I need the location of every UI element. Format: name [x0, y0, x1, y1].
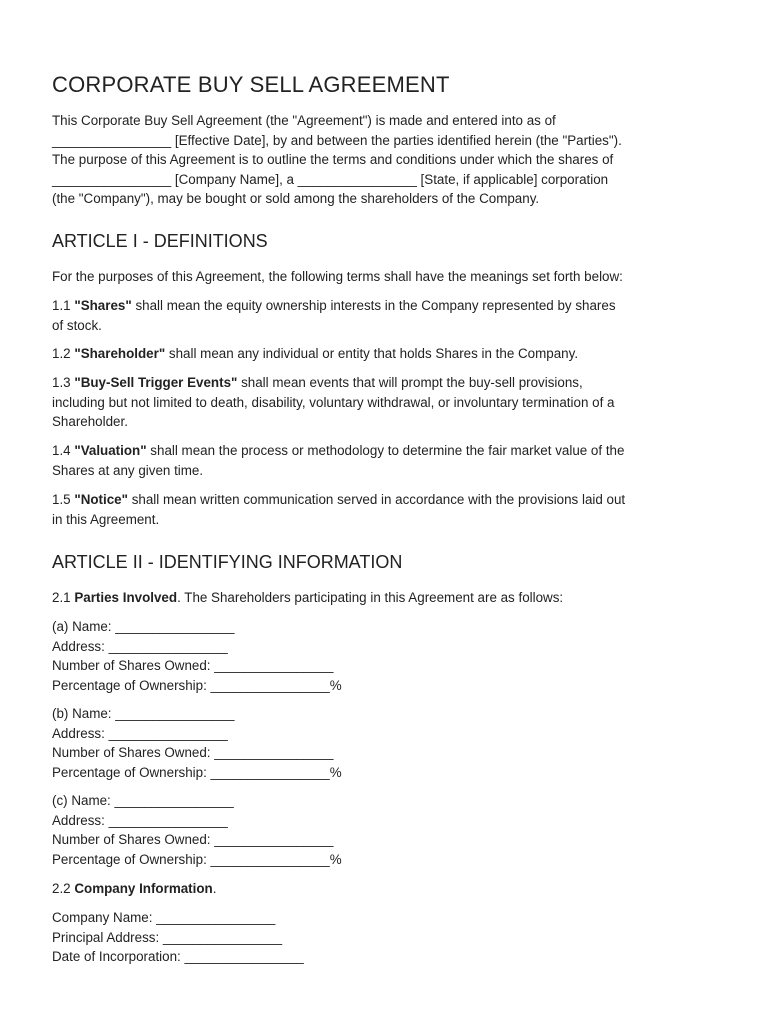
intro-line: The purpose of this Agreement is to outline the terms and conditions under which the shares of	[52, 152, 614, 168]
definition-term: "Valuation"	[74, 443, 147, 458]
definition-1-3	[52, 373, 722, 432]
party-address-field: Address: ________________	[52, 812, 228, 828]
definition-text: Shares at any given time.	[52, 462, 204, 478]
section-2-1	[52, 588, 722, 608]
article-1-lead	[52, 267, 722, 287]
definition-text: shall mean written communication served in accordance with the provisions laid out	[127, 492, 626, 507]
party-name-field: (b) Name: ________________	[52, 706, 235, 721]
party-c	[52, 791, 722, 869]
definition-number: 1.3	[52, 375, 75, 390]
definition-number: 1.1	[52, 298, 75, 313]
party-percentage-field: Percentage of Ownership: ________________%	[52, 764, 342, 780]
party-shares-field: Number of Shares Owned: ________________	[52, 658, 334, 674]
definition-1-1	[52, 296, 722, 335]
definition-term: "Notice"	[74, 492, 128, 507]
definition-term: "Shareholder"	[74, 346, 166, 361]
definition-1-2	[52, 344, 722, 364]
company-info	[52, 908, 722, 967]
intro-paragraph	[52, 111, 722, 209]
section-line	[52, 879, 722, 899]
company-address-field: Principal Address: ________________	[52, 929, 283, 945]
definition-text: including but not limited to death, disability, voluntary withdrawal, or involuntary termination of a	[52, 394, 615, 410]
definition-1-4	[52, 441, 722, 480]
definition-text: Shareholder.	[52, 414, 128, 430]
article-1-heading: ARTICLE I - DEFINITIONS	[52, 231, 268, 251]
intro-line: ________________ [Effective Date], by and between the parties identified herein (the "Parties").	[52, 132, 622, 148]
definition-number: 1.5	[52, 492, 75, 507]
section-2-2	[52, 879, 722, 899]
section-line	[52, 588, 722, 608]
definition-line	[52, 296, 722, 316]
definition-line	[52, 373, 722, 393]
party-percentage-field: Percentage of Ownership: ________________%	[52, 677, 342, 693]
definition-text: shall mean the process or methodology to determine the fair market value of the	[146, 443, 625, 458]
party-a	[52, 617, 722, 695]
definition-term: "Buy-Sell Trigger Events"	[74, 375, 238, 390]
party-name-field: (a) Name: ________________	[52, 619, 235, 634]
party-percentage-field: Percentage of Ownership: ________________%	[52, 851, 342, 867]
intro-line: ________________ [Company Name], a ________________ [State, if applicable] corporation	[52, 171, 609, 187]
definition-line	[52, 490, 722, 510]
intro-line: This Corporate Buy Sell Agreement (the "Agreement") is made and entered into as of	[52, 113, 556, 128]
section-number: 2.2	[52, 881, 75, 896]
definition-1-5	[52, 490, 722, 529]
definition-number: 1.4	[52, 443, 75, 458]
definition-text: of stock.	[52, 317, 102, 333]
section-text: .	[212, 881, 217, 896]
definition-text: shall mean any individual or entity that holds Shares in the Company.	[165, 346, 579, 361]
company-name-field: Company Name: ________________	[52, 910, 276, 925]
party-name-field: (c) Name: ________________	[52, 793, 234, 808]
section-term: Company Information	[74, 881, 213, 896]
party-shares-field: Number of Shares Owned: ________________	[52, 745, 334, 761]
incorporation-date-field: Date of Incorporation: ________________	[52, 949, 304, 965]
definition-line	[52, 344, 722, 364]
party-b	[52, 704, 722, 782]
definition-text: shall mean the equity ownership interests in the Company represented by shares	[131, 298, 616, 313]
lead-text: For the purposes of this Agreement, the following terms shall have the meanings set forth below:	[52, 269, 623, 284]
party-address-field: Address: ________________	[52, 725, 228, 741]
intro-line: (the "Company"), may be bought or sold among the shareholders of the Company.	[52, 191, 540, 207]
section-term: Parties Involved	[74, 590, 178, 605]
article-2-heading: ARTICLE II - IDENTIFYING INFORMATION	[52, 552, 403, 572]
definition-text: in this Agreement.	[52, 511, 160, 527]
definition-term: "Shares"	[74, 298, 132, 313]
definition-text: shall mean events that will prompt the buy-sell provisions,	[237, 375, 583, 390]
party-address-field: Address: ________________	[52, 638, 228, 654]
document-title: CORPORATE BUY SELL AGREEMENT	[52, 72, 450, 97]
definition-line	[52, 441, 722, 461]
section-text: . The Shareholders participating in this Agreement are as follows:	[177, 590, 564, 605]
section-number: 2.1	[52, 590, 75, 605]
definition-number: 1.2	[52, 346, 75, 361]
party-shares-field: Number of Shares Owned: ________________	[52, 832, 334, 848]
